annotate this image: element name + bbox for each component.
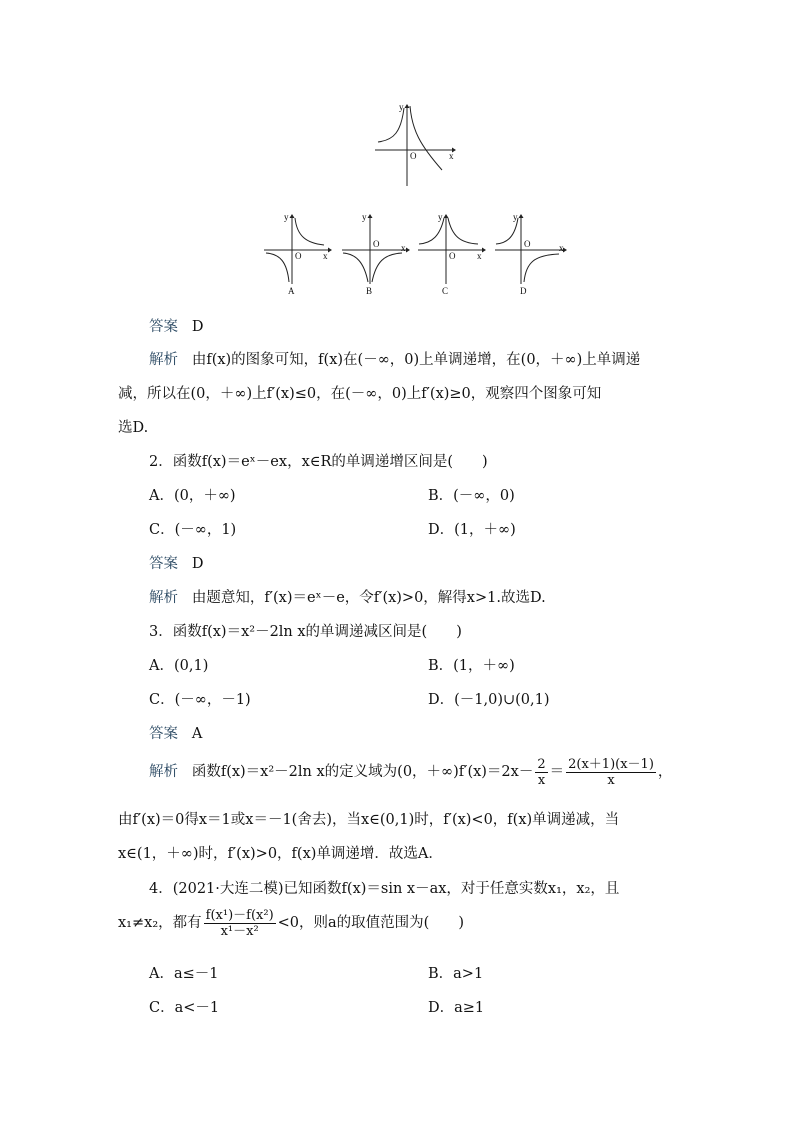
q3-analysis-label: 解析 [149, 764, 178, 780]
q3-fraction-2-den: x [607, 772, 615, 788]
q3-option-d: D．(－1,0)∪(0,1) [428, 692, 550, 708]
option-d-origin-label: O [524, 239, 531, 249]
q3-fraction-2 [566, 757, 656, 788]
q3-analysis-line1 [149, 756, 672, 788]
option-b-letter: B [366, 286, 373, 296]
q4-fraction-num: f(x¹)－f(x²) [205, 907, 274, 923]
q3-fraction-1 [535, 757, 547, 788]
main-y-label: y [399, 102, 404, 112]
q4-option-a: A．a≤－1 [149, 966, 219, 982]
q2-stem: 2．函数f(x)＝eˣ－ex，x∈R的单调递增区间是( ) [149, 454, 488, 470]
option-a-origin-label: O [295, 251, 302, 261]
option-b-x-label: x [401, 243, 406, 253]
q2-answer-value: D [191, 556, 204, 572]
q2-analysis-line [149, 589, 546, 607]
option-graph-d [493, 210, 569, 298]
option-graph-b [340, 210, 412, 298]
option-c-x-label: x [477, 251, 482, 261]
q4-stem-line2 [118, 906, 464, 940]
option-graph-a [262, 210, 334, 298]
q2-answer-label: 答案 [149, 556, 178, 572]
main-function-graph [370, 100, 460, 190]
q4-stem-pre: x₁≠x₂，都有 [118, 915, 202, 931]
option-a-letter: A [288, 286, 295, 296]
q2-option-d: D．(1，＋∞) [428, 522, 516, 538]
q3-equals: ＝ [549, 764, 565, 780]
q4-fraction-den: x¹－x² [220, 923, 259, 939]
q1-answer-value: D [191, 319, 204, 335]
q3-stem: 3．函数f(x)＝x²－2ln x的单调递减区间是( ) [149, 624, 462, 640]
q2-option-c: C．(－∞，1) [149, 522, 237, 538]
q4-fraction [204, 908, 276, 939]
q2-option-b: B．(－∞，0) [428, 488, 515, 504]
option-b-origin-label: O [373, 239, 380, 249]
q2-analysis-label: 解析 [149, 590, 178, 606]
q3-fraction-2-num: 2(x＋1)(x－1) [568, 756, 654, 772]
option-c-origin-label: O [449, 251, 456, 261]
q3-answer-line [149, 725, 202, 743]
q1-analysis-text1: 由f(x)的图象可知，f(x)在(－∞，0)上单调递增，在(0，＋∞)上单调递 [191, 352, 641, 368]
q4-option-c: C．a<－1 [149, 1000, 220, 1016]
option-a-y-label: y [284, 212, 289, 222]
q3-analysis-line2: 由f′(x)＝0得x＝1或x＝－1(舍去)，当x∈(0,1)时，f′(x)<0，f(x)单调递减，当 [118, 812, 620, 828]
q3-answer-label: 答案 [149, 726, 178, 742]
q3-answer-value: A [191, 726, 203, 742]
q4-stem-line1: 4．(2021·大连二模)已知函数f(x)＝sin x－ax，对于任意实数x₁，x₂，且 [149, 881, 620, 897]
q1-analysis-line1 [149, 351, 640, 369]
q3-analysis-end: ， [657, 764, 673, 780]
option-c-letter: C [442, 286, 449, 296]
option-b-y-label: y [362, 212, 367, 222]
q3-analysis-pre: 函数f(x)＝x²－2ln x的定义域为(0，＋∞)f′(x)＝2x－ [191, 764, 534, 780]
q3-fraction-1-num: 2 [537, 756, 546, 772]
option-d-letter: D [520, 286, 527, 296]
q2-answer-line [149, 555, 203, 573]
q3-option-b: B．(1，＋∞) [428, 658, 515, 674]
q4-option-b: B．a>1 [428, 966, 484, 982]
option-c-y-label: y [438, 212, 443, 222]
q3-option-c: C．(－∞，－1) [149, 692, 251, 708]
q1-analysis-line3: 选D. [118, 420, 149, 436]
q1-answer-label: 答案 [149, 319, 178, 335]
q3-analysis-line3: x∈(1，＋∞)时，f′(x)>0，f(x)单调递增．故选A． [118, 846, 443, 862]
q1-analysis-line2: 减，所以在(0，＋∞)上f′(x)≤0，在(－∞，0)上f′(x)≥0，观察四个图象可知 [118, 386, 602, 402]
option-a-x-label: x [323, 251, 328, 261]
q2-option-a: A．(0，＋∞) [149, 488, 236, 504]
q4-option-d: D．a≥1 [428, 1000, 485, 1016]
option-d-x-label: x [559, 243, 564, 253]
q1-answer-line [149, 318, 203, 336]
q1-analysis-label: 解析 [149, 352, 178, 368]
option-d-y-label: y [513, 212, 518, 222]
main-origin-label: O [410, 151, 417, 161]
q2-analysis-text: 由题意知，f′(x)＝eˣ－e，令f′(x)>0，解得x>1.故选D. [191, 590, 546, 606]
q3-fraction-1-den: x [537, 772, 546, 788]
main-x-label: x [449, 151, 454, 161]
option-graph-c [416, 210, 488, 298]
q3-option-a: A．(0,1) [149, 658, 209, 674]
q4-stem-post: <0，则a的取值范围为( ) [277, 915, 464, 931]
